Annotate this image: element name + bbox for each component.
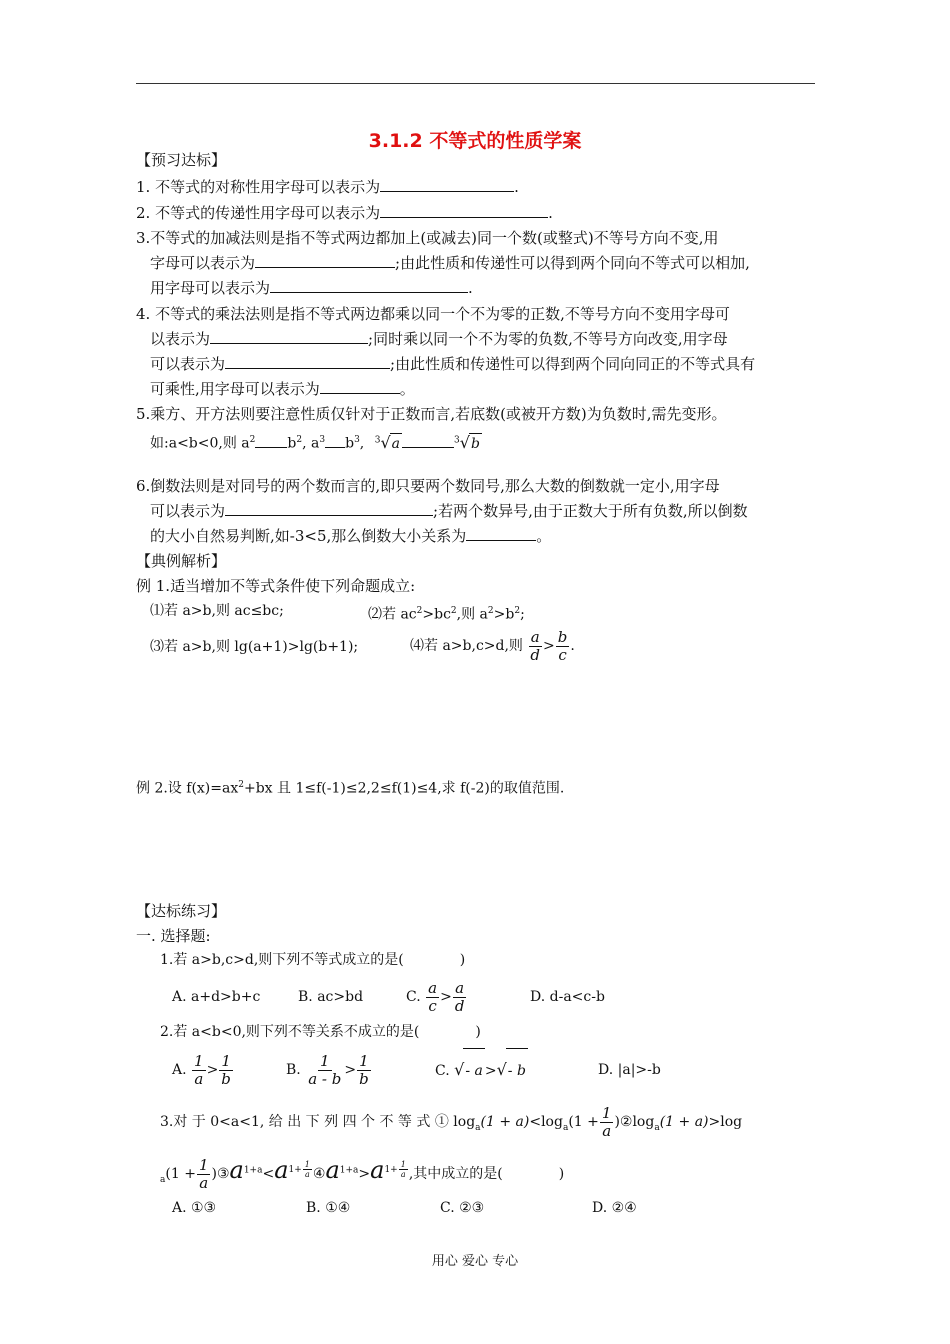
preview-q3-line2	[150, 253, 750, 273]
preview-q5-example	[150, 430, 482, 454]
numerator: 1	[320, 1051, 330, 1070]
option-c[interactable]: C. ②③	[440, 1200, 485, 1216]
operator: >	[543, 638, 555, 654]
superscript: 2	[514, 606, 521, 616]
denominator: b	[221, 1069, 231, 1088]
preview-q4-line4	[150, 379, 415, 399]
denominator: a - b	[308, 1069, 342, 1088]
q5-example-text: 如:a<b<0,则	[150, 435, 237, 452]
denominator: a	[199, 1173, 209, 1192]
option-d[interactable]: D. |a|>-b	[598, 1062, 661, 1078]
denominator: a	[400, 1170, 406, 1180]
radical-sign-icon: √	[459, 432, 470, 452]
option-b[interactable]: B. ①④	[306, 1200, 351, 1216]
separator: ,	[302, 435, 307, 452]
preview-q1	[136, 177, 519, 197]
denominator: a	[194, 1069, 204, 1088]
answer-blank[interactable]	[320, 379, 400, 394]
numerator: a	[428, 978, 438, 997]
section-heading-practice: 【达标练习】	[136, 902, 227, 920]
example1-part2	[368, 601, 525, 625]
power-base: a	[325, 1156, 340, 1184]
var-a: a	[241, 435, 250, 452]
preview-q4-line3	[150, 354, 755, 374]
option-b[interactable]: B. $\frac{1}{a - b}$ > $\frac{1}{b}$	[286, 1051, 369, 1088]
answer-blank[interactable]	[255, 433, 287, 448]
page-title: 3.1.2 不等式的性质学案	[368, 130, 582, 152]
radicand: - a	[463, 1048, 485, 1093]
var-b: b	[287, 435, 297, 452]
q4-text: ;由此性质和传递性可以得到两个同向同正的不等式具有	[390, 355, 756, 373]
radicand: - b	[506, 1048, 528, 1093]
cube-root-b	[454, 432, 482, 452]
q4-text: 以表示为	[150, 330, 211, 348]
fraction	[399, 1160, 408, 1179]
practice-q1-options	[172, 975, 652, 1019]
preview-q5-line1: 5.乘方、开方法则要注意性质仅针对于正数而言,若底数(或被开方数)为负数时,需先变形。	[136, 405, 727, 423]
numerator: a	[455, 978, 465, 997]
numerator: 1	[304, 1160, 310, 1170]
example2	[136, 775, 564, 799]
option-b[interactable]: B. ac>bd	[298, 989, 364, 1005]
exponent: 1+a	[243, 1165, 263, 1176]
numerator: 1	[400, 1160, 406, 1170]
option-label: B.	[286, 1062, 301, 1078]
expr: (1 + a)	[480, 1114, 530, 1130]
fraction	[197, 1157, 211, 1192]
text: >bc	[422, 606, 451, 623]
radicand: a	[390, 433, 402, 454]
answer-blank[interactable]	[466, 526, 536, 541]
fraction	[306, 1053, 343, 1088]
answer-blank[interactable]	[225, 501, 433, 516]
radical-sign-icon: √	[454, 1060, 465, 1079]
text: +bx 且 1≤f(-1)≤2,2≤f(1)≤4,求 f(-2)的取值范围.	[243, 780, 565, 797]
denominator: d	[530, 645, 540, 664]
text: ②log	[619, 1114, 655, 1130]
answer-blank[interactable]	[255, 253, 395, 268]
header-rule	[136, 83, 815, 84]
subscript: a	[475, 1122, 481, 1133]
answer-blank[interactable]	[325, 433, 345, 448]
var-b: b	[345, 435, 355, 452]
denominator: a	[304, 1170, 310, 1180]
page-footer: 用心 爱心 专心	[431, 1254, 519, 1269]
practice-q3-line1	[160, 1100, 742, 1144]
q6-text: 的大小自然易判断,如-3<5,那么倒数大小关系为	[150, 527, 467, 545]
var-a: a	[311, 435, 320, 452]
numerator: 1	[194, 1051, 204, 1070]
preview-q6-line3	[150, 526, 551, 546]
text: ,其中成立的是( )	[408, 1166, 565, 1182]
fraction	[303, 1160, 312, 1179]
superscript: 2	[238, 780, 244, 790]
option-a[interactable]: A. ①③	[172, 1200, 217, 1216]
option-d[interactable]: D. d-a<c-b	[530, 989, 605, 1005]
separator: ,	[359, 435, 365, 452]
fraction	[556, 629, 570, 664]
option-a[interactable]: A. $\frac{1}{a}$ > $\frac{1}{b}$	[172, 1051, 231, 1088]
answer-blank[interactable]	[210, 329, 368, 344]
expr: (1 + a)	[659, 1114, 709, 1130]
text: ③	[216, 1166, 230, 1182]
operator: <	[262, 1166, 275, 1182]
superscript: 2	[450, 606, 457, 616]
answer-blank[interactable]	[380, 177, 514, 192]
operator: >	[358, 1166, 371, 1182]
radical-sign-icon: √	[380, 432, 391, 452]
text: >log	[708, 1114, 743, 1130]
numerator: 1	[221, 1051, 231, 1070]
answer-blank[interactable]	[380, 203, 548, 218]
q2-end: .	[548, 204, 553, 222]
practice-q2-stem: 2.若 a<b<0,则下列不等关系不成立的是( )	[160, 1024, 481, 1040]
numerator: 1	[198, 1155, 209, 1174]
superscript: 2	[249, 435, 256, 445]
section-heading-preview: 【预习达标】	[136, 151, 227, 169]
text: 3.对 于 0<a<1, 给 出 下 列 四 个 不 等 式 ① log	[160, 1114, 476, 1130]
root-index: 3	[454, 435, 460, 445]
example1-title: 例 1.适当增加不等式条件使下列命题成立:	[136, 577, 416, 595]
expr: )	[614, 1114, 620, 1130]
numerator: b	[557, 627, 568, 646]
preview-q6-line2	[150, 501, 748, 521]
numerator: 1	[359, 1051, 369, 1070]
section-heading-examples: 【典例解析】	[136, 552, 227, 570]
option-label: C.	[406, 989, 421, 1005]
q4-end: 。	[399, 380, 415, 398]
numerator: a	[530, 627, 540, 646]
denominator: c	[428, 996, 437, 1015]
preview-q4-line1: 4. 不等式的乘法法则是指不等式两边都乘以同一个不为零的正数,不等号方向不变用字母可	[136, 305, 730, 323]
text: ;	[520, 606, 525, 623]
radicand: b	[469, 433, 482, 454]
power-base: a	[229, 1156, 244, 1184]
fraction	[600, 1105, 614, 1140]
expr: )	[211, 1166, 217, 1182]
power-base: a	[370, 1156, 385, 1184]
fraction	[192, 1053, 206, 1088]
q1-text: 1. 不等式的对称性用字母可以表示为	[136, 178, 381, 196]
superscript: 2	[296, 435, 303, 445]
text: 例 2.设 f(x)=ax	[136, 780, 239, 797]
q6-end: 。	[536, 527, 552, 545]
q1-end: .	[514, 178, 519, 196]
practice-q2-options	[172, 1048, 732, 1092]
preview-q3-line3	[150, 278, 473, 298]
preview-q2	[136, 203, 553, 223]
fraction	[453, 980, 467, 1015]
example1-part3: ⑶若 a>b,则 lg(a+1)>lg(b+1);	[150, 639, 359, 655]
answer-blank[interactable]	[270, 278, 468, 293]
q4-text: 可乘性,用字母可以表示为	[150, 380, 320, 398]
preview-q4-line2	[150, 329, 728, 349]
q3-text: 字母可以表示为	[150, 254, 256, 272]
preview-q3-line1: 3.不等式的加减法则是指不等式两边都加上(或减去)同一个数(或整式)不等号方向不变,用	[136, 229, 719, 247]
fraction	[357, 1053, 371, 1088]
text: ⑷若 a>b,c>d,则	[410, 638, 523, 654]
denominator: b	[359, 1069, 369, 1088]
q4-text: ;同时乘以同一个不为零的负数,不等号方向改变,用字母	[368, 330, 728, 348]
practice-section-title: 一. 选择题:	[136, 927, 211, 945]
superscript: 3	[354, 435, 360, 445]
option-a[interactable]: A. a+d>b+c	[172, 989, 261, 1005]
answer-blank[interactable]	[225, 354, 390, 369]
expr: (1 +	[165, 1166, 196, 1182]
q3-end: .	[468, 279, 473, 297]
text: ,则 a	[456, 606, 488, 623]
preview-q6-line1: 6.倒数法则是对同号的两个数而言的,即只要两个数同号,那么大数的倒数就一定小,用字母	[136, 477, 720, 495]
fraction	[426, 980, 439, 1015]
fraction	[219, 1053, 233, 1088]
denominator: d	[454, 996, 465, 1015]
numerator: 1	[601, 1103, 612, 1122]
superscript: 2	[416, 606, 423, 616]
exponent	[288, 1160, 313, 1180]
q4-text: 可以表示为	[150, 355, 226, 373]
text: >b	[493, 606, 515, 623]
option-label: C.	[435, 1063, 450, 1079]
superscript: 3	[319, 435, 326, 445]
text: .	[570, 638, 575, 654]
q6-text: ;若两个数异号,由于正数大于所有负数,所以倒数	[433, 502, 748, 520]
denominator: a	[602, 1121, 612, 1140]
practice-q1-stem: 1.若 a>b,c>d,则下列不等式成立的是( )	[160, 952, 466, 968]
answer-blank[interactable]	[402, 433, 454, 448]
option-c[interactable]: C. $\frac{a}{c}$ > $\frac{a}{d}$	[406, 978, 465, 1015]
power-base: a	[274, 1156, 289, 1184]
subscript: a	[562, 1122, 569, 1133]
q2-text: 2. 不等式的传递性用字母可以表示为	[136, 204, 381, 222]
subscript: a	[654, 1122, 660, 1133]
practice-q3-line2	[160, 1148, 564, 1192]
text: <log	[529, 1114, 563, 1130]
superscript: 2	[487, 606, 494, 616]
text: 1+	[288, 1165, 302, 1176]
text: 1+	[384, 1165, 398, 1176]
example1-part1: ⑴若 a>b,则 ac≤bc;	[150, 603, 284, 619]
option-label: A.	[172, 1062, 187, 1078]
text: ④	[312, 1166, 326, 1182]
cube-root-a	[374, 432, 402, 452]
denominator: c	[558, 645, 567, 664]
text: ⑵若 ac	[368, 606, 417, 623]
option-c[interactable]: C. √- a >√- b	[435, 1048, 528, 1093]
root-index: 3	[374, 435, 381, 445]
subscript: a	[160, 1174, 166, 1185]
radical-sign-icon: √	[496, 1060, 507, 1079]
exponent	[384, 1160, 408, 1180]
option-d[interactable]: D. ②④	[592, 1200, 637, 1216]
q6-text: 可以表示为	[150, 502, 226, 520]
q3-text: 用字母可以表示为	[150, 279, 271, 297]
exponent: 1+a	[339, 1165, 359, 1176]
q3-text: ;由此性质和传递性可以得到两个同向不等式可以相加,	[395, 254, 750, 272]
expr: (1 +	[568, 1114, 599, 1130]
fraction	[528, 629, 542, 664]
example1-part4	[410, 624, 575, 668]
